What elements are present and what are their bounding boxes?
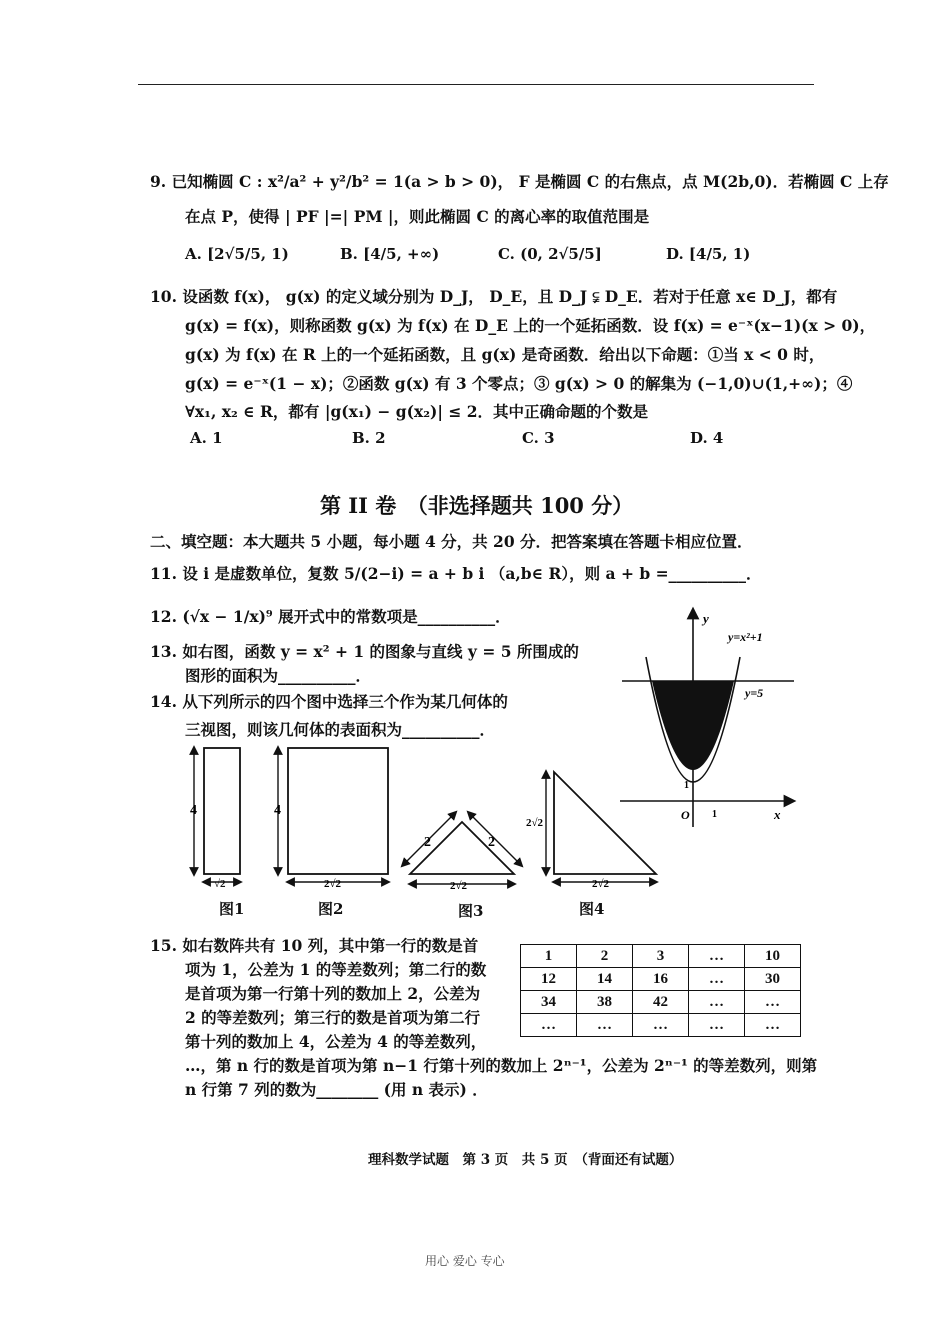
q10-line3: g(x) 为 f(x) 在 R 上的一个延拓函数，且 g(x) 是奇函数．给出以下命题：①当 x < 0 时， bbox=[185, 345, 825, 364]
q10-line2: g(x) = f(x)，则称函数 g(x) 为 f(x) 在 D_E 上的一个延拓函数．设 f(x) = e⁻ˣ(x−1)(x > 0)， bbox=[185, 316, 876, 335]
q10-line4: g(x) = e⁻ˣ(1 − x)；②函数 g(x) 有 3 个零点；③ g(x) > 0 的解集为 (−1,0)∪(1,+∞)；④ bbox=[185, 374, 853, 393]
shaded-region bbox=[652, 681, 734, 770]
table-cell: … bbox=[745, 1014, 801, 1037]
section-title: 第 II 卷 （非选择题共 100 分） bbox=[320, 493, 634, 518]
table-cell: … bbox=[577, 1014, 633, 1037]
table-cell: 3 bbox=[633, 945, 689, 968]
line-label: y=5 bbox=[745, 686, 764, 700]
table-cell: 42 bbox=[633, 991, 689, 1014]
q9-option-b: B. [4/5, +∞) bbox=[340, 245, 440, 263]
table-cell: … bbox=[521, 1014, 577, 1037]
table-cell: 38 bbox=[577, 991, 633, 1014]
fig2-rect bbox=[288, 748, 388, 874]
q10-option-d: D. 4 bbox=[690, 429, 724, 447]
fig1-rect bbox=[204, 748, 240, 874]
table-cell: … bbox=[689, 945, 745, 968]
table-row bbox=[521, 1014, 801, 1037]
table-cell: 14 bbox=[577, 968, 633, 991]
table-row bbox=[521, 968, 801, 991]
q13-line1: 13. 如右图，函数 y = x² + 1 的图象与直线 y = 5 所围成的 bbox=[150, 642, 579, 661]
q10-option-b: B. 2 bbox=[352, 429, 386, 447]
q9-option-c: C. (0, 2√5/5] bbox=[498, 245, 602, 263]
table-cell: … bbox=[689, 991, 745, 1014]
tick-x-label: 1 bbox=[712, 809, 717, 820]
q12-text: 12. (√x − 1/x)⁹ 展开式中的常数项是__________． bbox=[150, 607, 511, 626]
table-cell: 16 bbox=[633, 968, 689, 991]
fig4-height-label: 2√2 bbox=[526, 817, 544, 829]
fig1-height-label: 4 bbox=[190, 803, 197, 818]
figure-1 bbox=[182, 740, 262, 890]
fig3-width-label: 2√2 bbox=[450, 880, 468, 892]
fig2-width-label: 2√2 bbox=[324, 878, 342, 890]
q15-line7: n 行第 7 列的数为________ (用 n 表示) ． bbox=[185, 1080, 488, 1099]
fig1-width-label: √2 bbox=[214, 878, 226, 890]
q14-line2: 三视图，则该几何体的表面积为__________． bbox=[185, 720, 496, 739]
fig1-caption: 图1 bbox=[219, 900, 245, 918]
table-row bbox=[521, 945, 801, 968]
q10-line5: ∀x₁, x₂ ∈ R，都有 |g(x₁) − g(x₂)| ≤ 2．其中正确命题的个数是 bbox=[185, 402, 649, 421]
y-axis-label: y bbox=[703, 611, 709, 626]
q13-line2: 图形的面积为__________． bbox=[185, 666, 372, 685]
q9-line2: 在点 P，使得 | PF |=| PM |，则此椭圆 C 的离心率的取值范围是 bbox=[185, 207, 650, 226]
q14-line1: 14. 从下列所示的四个图中选择三个作为某几何体的 bbox=[150, 692, 508, 711]
table-cell: 10 bbox=[745, 945, 801, 968]
q10-option-c: C. 3 bbox=[522, 429, 555, 447]
q15-line4: 2 的等差数列；第三行的数是首项为第二行 bbox=[185, 1008, 481, 1027]
fig3-right-arrow bbox=[470, 814, 520, 864]
curve-label: y=x²+1 bbox=[728, 630, 763, 644]
q10-option-a: A. 1 bbox=[190, 429, 223, 447]
q9-option-d: D. [4/5, 1) bbox=[666, 245, 751, 263]
table-cell: … bbox=[689, 968, 745, 991]
fig3-right-label: 2 bbox=[488, 835, 495, 850]
origin-label: O bbox=[681, 808, 690, 822]
q15-line6: …，第 n 行的数是首项为第 n−1 行第十列的数加上 2ⁿ⁻¹，公差为 2ⁿ⁻¹ 的等差数列，则第 bbox=[185, 1056, 818, 1075]
fig4-triangle bbox=[554, 772, 656, 874]
q11-text: 11. 设 i 是虚数单位，复数 5/(2−i) = a + b i （a,b∈ R），则 a + b =__________． bbox=[150, 564, 762, 583]
page-footer: 理科数学试题 第 3 页 共 5 页 （背面还有试题） bbox=[368, 1152, 683, 1168]
table-cell: … bbox=[689, 1014, 745, 1037]
figure-3 bbox=[398, 808, 528, 898]
watermark-text: 用心 爱心 专心 bbox=[425, 1254, 505, 1268]
tick-y-label: 1 bbox=[684, 780, 689, 791]
q15-line3: 是首项为第一行第十列的数加上 2，公差为 bbox=[185, 984, 481, 1003]
q10-line1: 10. 设函数 f(x)， g(x) 的定义域分别为 D_J， D_E，且 D_J ⫋ D_E．若对于任意 x∈ D_J，都有 bbox=[150, 287, 838, 306]
table-cell: 1 bbox=[521, 945, 577, 968]
fig2-caption: 图2 bbox=[318, 900, 344, 918]
q15-line5: 第十列的数加上 4，公差为 4 的等差数列， bbox=[185, 1032, 487, 1051]
table-cell: 34 bbox=[521, 991, 577, 1014]
fill-in-header: 二、填空题：本大题共 5 小题，每小题 4 分，共 20 分．把答案填在答题卡相应位置． bbox=[150, 532, 753, 551]
figure-4 bbox=[524, 764, 664, 892]
q9-option-a: A. [2√5/5, 1) bbox=[185, 245, 289, 263]
table-cell: … bbox=[633, 1014, 689, 1037]
fig4-width-label: 2√2 bbox=[592, 878, 610, 890]
fig3-left-label: 2 bbox=[424, 835, 431, 850]
top-rule bbox=[138, 84, 814, 85]
table-cell: … bbox=[745, 991, 801, 1014]
fig4-caption: 图4 bbox=[579, 900, 605, 918]
fig2-height-label: 4 bbox=[274, 803, 281, 818]
figure-2 bbox=[266, 740, 396, 890]
q15-line1: 15. 如右数阵共有 10 列，其中第一行的数是首 bbox=[150, 936, 479, 955]
table-row bbox=[521, 991, 801, 1014]
number-array-table bbox=[520, 944, 801, 1037]
table-cell: 12 bbox=[521, 968, 577, 991]
x-axis-label: x bbox=[774, 807, 781, 822]
q9-line1: 9. 已知椭圆 C : x²/a² + y²/b² = 1(a > b > 0)， F 是椭圆 C 的右焦点，点 M(2b,0)．若椭圆 C 上存 bbox=[150, 172, 889, 191]
table-cell: 30 bbox=[745, 968, 801, 991]
q15-line2: 项为 1，公差为 1 的等差数列；第二行的数 bbox=[185, 960, 487, 979]
fig3-caption: 图3 bbox=[458, 902, 484, 920]
table-cell: 2 bbox=[577, 945, 633, 968]
